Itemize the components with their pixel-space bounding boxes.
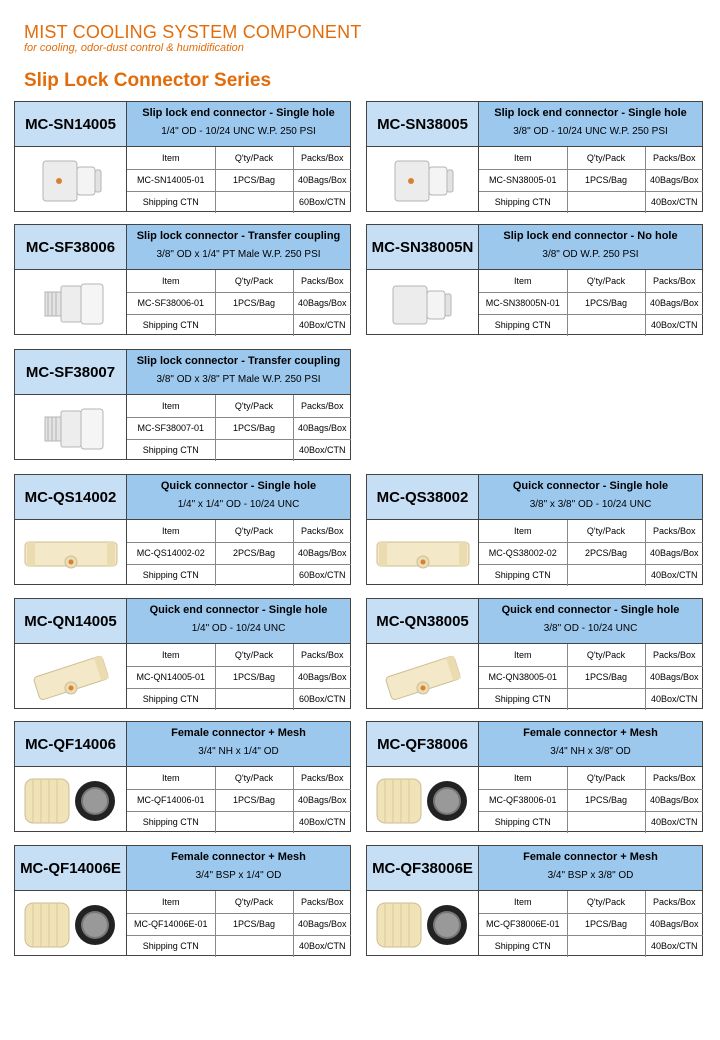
box-per-ctn: 40Box/CTN xyxy=(645,191,703,213)
product-spec: 3/4" BSP x 1/4" OD xyxy=(195,870,282,881)
col-item-header: Item xyxy=(127,767,215,789)
packs-per-box: 40Bags/Box xyxy=(293,417,351,439)
col-packs-header: Packs/Box xyxy=(645,270,703,292)
product-header xyxy=(127,722,350,767)
product-card xyxy=(366,101,703,212)
qty-per-pack: 1PCS/Bag xyxy=(567,913,645,935)
box-per-ctn: 60Box/CTN xyxy=(293,564,351,586)
shipping-label: Shipping CTN xyxy=(127,191,215,213)
table-row xyxy=(479,811,703,833)
product-spec: 3/8" x 3/8" OD - 10/24 UNC xyxy=(529,499,652,510)
item-code: MC-QS14002-02 xyxy=(127,542,215,564)
product-title: Female connector + Mesh xyxy=(171,851,306,863)
product-header xyxy=(127,225,350,270)
shipping-label: Shipping CTN xyxy=(479,314,567,336)
product-spec: 3/4" BSP x 3/8" OD xyxy=(547,870,634,881)
table-row xyxy=(479,520,703,542)
col-packs-header: Packs/Box xyxy=(293,767,351,789)
shipping-label: Shipping CTN xyxy=(479,688,567,710)
table-row xyxy=(479,767,703,789)
table-row xyxy=(127,935,351,957)
col-qty-header: Q'ty/Pack xyxy=(567,147,645,169)
item-code: MC-SN14005-01 xyxy=(127,169,215,191)
page-subtitle: for cooling, odor-dust control & humidification xyxy=(24,42,244,54)
col-qty-header: Q'ty/Pack xyxy=(567,767,645,789)
product-header xyxy=(127,350,350,395)
product-code: MC-SN14005 xyxy=(15,102,127,147)
transfer-coupling-icon xyxy=(15,270,127,335)
empty-cell xyxy=(215,935,293,957)
product-table xyxy=(479,147,703,213)
product-code: MC-SF38007 xyxy=(15,350,127,395)
empty-cell xyxy=(567,191,645,213)
product-code: MC-QF14006E xyxy=(15,846,127,891)
item-code: MC-SN38005-01 xyxy=(479,169,567,191)
empty-cell xyxy=(567,314,645,336)
shipping-label: Shipping CTN xyxy=(479,191,567,213)
qty-per-pack: 1PCS/Bag xyxy=(567,292,645,314)
box-per-ctn: 40Box/CTN xyxy=(645,688,703,710)
product-code: MC-SN38005N xyxy=(367,225,479,270)
shipping-label: Shipping CTN xyxy=(479,811,567,833)
col-qty-header: Q'ty/Pack xyxy=(567,644,645,666)
product-table xyxy=(127,395,351,461)
item-code: MC-SN38005N-01 xyxy=(479,292,567,314)
table-row xyxy=(479,191,703,213)
product-table xyxy=(127,270,351,336)
col-item-header: Item xyxy=(479,147,567,169)
table-row xyxy=(479,292,703,314)
table-row xyxy=(127,542,351,564)
col-item-header: Item xyxy=(479,520,567,542)
product-header xyxy=(127,475,350,520)
box-per-ctn: 40Box/CTN xyxy=(293,314,351,336)
qty-per-pack: 1PCS/Bag xyxy=(215,292,293,314)
packs-per-box: 40Bags/Box xyxy=(645,789,703,811)
empty-cell xyxy=(215,564,293,586)
col-qty-header: Q'ty/Pack xyxy=(567,891,645,913)
product-header xyxy=(479,722,702,767)
product-card xyxy=(366,721,703,832)
box-per-ctn: 40Box/CTN xyxy=(645,564,703,586)
quick-end-connector-icon xyxy=(367,644,479,709)
packs-per-box: 40Bags/Box xyxy=(293,292,351,314)
end-connector-nohole-icon xyxy=(367,270,479,335)
product-title: Slip lock end connector - No hole xyxy=(503,230,678,242)
col-item-header: Item xyxy=(127,520,215,542)
box-per-ctn: 60Box/CTN xyxy=(293,688,351,710)
qty-per-pack: 1PCS/Bag xyxy=(567,789,645,811)
product-spec: 1/4" x 1/4" OD - 10/24 UNC xyxy=(177,499,300,510)
packs-per-box: 40Bags/Box xyxy=(645,292,703,314)
table-row xyxy=(479,891,703,913)
empty-cell xyxy=(567,564,645,586)
table-row xyxy=(479,542,703,564)
product-table xyxy=(479,644,703,710)
table-row xyxy=(127,811,351,833)
box-per-ctn: 40Box/CTN xyxy=(645,314,703,336)
col-item-header: Item xyxy=(127,395,215,417)
empty-cell xyxy=(567,935,645,957)
product-table xyxy=(127,520,351,586)
col-item-header: Item xyxy=(127,270,215,292)
female-connector-mesh-icon xyxy=(367,891,479,956)
col-packs-header: Packs/Box xyxy=(293,395,351,417)
product-table xyxy=(479,767,703,833)
product-title: Slip lock connector - Transfer coupling xyxy=(136,230,341,242)
col-packs-header: Packs/Box xyxy=(645,147,703,169)
table-row xyxy=(479,935,703,957)
qty-per-pack: 1PCS/Bag xyxy=(567,666,645,688)
table-row xyxy=(127,270,351,292)
packs-per-box: 40Bags/Box xyxy=(645,542,703,564)
qty-per-pack: 2PCS/Bag xyxy=(215,542,293,564)
col-item-header: Item xyxy=(127,147,215,169)
table-row xyxy=(479,913,703,935)
product-spec: 3/8" OD - 10/24 UNC W.P. 250 PSI xyxy=(513,126,668,137)
table-row xyxy=(479,564,703,586)
shipping-label: Shipping CTN xyxy=(127,935,215,957)
quick-end-connector-icon xyxy=(15,644,127,709)
col-qty-header: Q'ty/Pack xyxy=(215,644,293,666)
table-row xyxy=(127,688,351,710)
product-spec: 3/8" OD - 10/24 UNC xyxy=(543,623,638,634)
table-row xyxy=(127,644,351,666)
product-code: MC-QN14005 xyxy=(15,599,127,644)
table-row xyxy=(479,169,703,191)
table-row xyxy=(479,688,703,710)
product-card xyxy=(366,598,703,709)
table-row xyxy=(127,913,351,935)
page-title: MIST COOLING SYSTEM COMPONENT xyxy=(24,22,362,42)
product-table xyxy=(127,644,351,710)
product-title: Quick connector - Single hole xyxy=(160,480,317,492)
product-title: Slip lock end connector - Single hole xyxy=(494,107,687,119)
product-card xyxy=(366,474,703,585)
transfer-coupling-icon xyxy=(15,395,127,460)
product-table xyxy=(479,891,703,957)
qty-per-pack: 2PCS/Bag xyxy=(567,542,645,564)
col-packs-header: Packs/Box xyxy=(293,644,351,666)
product-card xyxy=(14,224,351,335)
table-row xyxy=(127,395,351,417)
item-code: MC-QF14006-01 xyxy=(127,789,215,811)
box-per-ctn: 40Box/CTN xyxy=(293,811,351,833)
col-packs-header: Packs/Box xyxy=(645,644,703,666)
series-heading: Slip Lock Connector Series xyxy=(24,70,272,91)
product-spec: 1/4" OD - 10/24 UNC W.P. 250 PSI xyxy=(161,126,316,137)
product-header xyxy=(479,475,702,520)
box-per-ctn: 60Box/CTN xyxy=(293,191,351,213)
product-code: MC-QS38002 xyxy=(367,475,479,520)
qty-per-pack: 1PCS/Bag xyxy=(215,789,293,811)
item-code: MC-QF38006E-01 xyxy=(479,913,567,935)
product-code: MC-SN38005 xyxy=(367,102,479,147)
end-connector-hole-icon xyxy=(367,147,479,212)
col-qty-header: Q'ty/Pack xyxy=(567,520,645,542)
box-per-ctn: 40Box/CTN xyxy=(645,935,703,957)
product-title: Quick connector - Single hole xyxy=(512,480,669,492)
table-row xyxy=(479,314,703,336)
product-table xyxy=(127,147,351,213)
empty-cell xyxy=(215,191,293,213)
product-header xyxy=(479,225,702,270)
product-table xyxy=(127,767,351,833)
product-title: Slip lock connector - Transfer coupling xyxy=(136,355,341,367)
col-packs-header: Packs/Box xyxy=(293,891,351,913)
shipping-label: Shipping CTN xyxy=(127,688,215,710)
shipping-label: Shipping CTN xyxy=(127,314,215,336)
shipping-label: Shipping CTN xyxy=(127,439,215,461)
product-title: Female connector + Mesh xyxy=(523,727,658,739)
table-row xyxy=(127,292,351,314)
product-code: MC-QN38005 xyxy=(367,599,479,644)
product-card xyxy=(366,224,703,335)
table-row xyxy=(127,439,351,461)
product-header xyxy=(479,102,702,147)
product-title: Quick end connector - Single hole xyxy=(149,604,328,616)
qty-per-pack: 1PCS/Bag xyxy=(215,169,293,191)
table-row xyxy=(479,666,703,688)
packs-per-box: 40Bags/Box xyxy=(293,666,351,688)
col-qty-header: Q'ty/Pack xyxy=(215,520,293,542)
product-table xyxy=(479,520,703,586)
product-spec: 3/8" OD W.P. 250 PSI xyxy=(542,249,639,260)
product-card xyxy=(14,845,351,956)
product-card xyxy=(14,474,351,585)
packs-per-box: 40Bags/Box xyxy=(293,542,351,564)
table-row xyxy=(127,666,351,688)
col-item-header: Item xyxy=(479,644,567,666)
item-code: MC-QF14006E-01 xyxy=(127,913,215,935)
empty-cell xyxy=(215,811,293,833)
table-row xyxy=(127,520,351,542)
product-title: Quick end connector - Single hole xyxy=(501,604,680,616)
col-packs-header: Packs/Box xyxy=(293,520,351,542)
col-item-header: Item xyxy=(127,644,215,666)
shipping-label: Shipping CTN xyxy=(479,935,567,957)
qty-per-pack: 1PCS/Bag xyxy=(215,666,293,688)
col-item-header: Item xyxy=(479,891,567,913)
box-per-ctn: 40Box/CTN xyxy=(645,811,703,833)
col-packs-header: Packs/Box xyxy=(645,767,703,789)
quick-connector-icon xyxy=(367,520,479,585)
box-per-ctn: 40Box/CTN xyxy=(293,935,351,957)
product-spec: 3/4" NH x 3/8" OD xyxy=(550,746,631,757)
empty-cell xyxy=(215,314,293,336)
empty-cell xyxy=(215,439,293,461)
table-row xyxy=(127,891,351,913)
product-code: MC-QF38006E xyxy=(367,846,479,891)
empty-cell xyxy=(215,688,293,710)
item-code: MC-SF38006-01 xyxy=(127,292,215,314)
col-qty-header: Q'ty/Pack xyxy=(215,891,293,913)
packs-per-box: 40Bags/Box xyxy=(645,169,703,191)
item-code: MC-SF38007-01 xyxy=(127,417,215,439)
box-per-ctn: 40Box/CTN xyxy=(293,439,351,461)
table-row xyxy=(127,314,351,336)
product-code: MC-QF38006 xyxy=(367,722,479,767)
packs-per-box: 40Bags/Box xyxy=(293,169,351,191)
product-spec: 3/4" NH x 1/4" OD xyxy=(198,746,279,757)
col-item-header: Item xyxy=(479,270,567,292)
col-packs-header: Packs/Box xyxy=(645,891,703,913)
item-code: MC-QS38002-02 xyxy=(479,542,567,564)
table-row xyxy=(127,169,351,191)
product-card xyxy=(366,845,703,956)
product-card xyxy=(14,349,351,460)
qty-per-pack: 1PCS/Bag xyxy=(215,417,293,439)
female-connector-mesh-icon xyxy=(15,891,127,956)
product-title: Slip lock end connector - Single hole xyxy=(142,107,335,119)
table-row xyxy=(127,191,351,213)
packs-per-box: 40Bags/Box xyxy=(293,913,351,935)
product-header xyxy=(479,599,702,644)
col-item-header: Item xyxy=(127,891,215,913)
table-row xyxy=(127,789,351,811)
col-qty-header: Q'ty/Pack xyxy=(567,270,645,292)
product-table xyxy=(127,891,351,957)
product-code: MC-QS14002 xyxy=(15,475,127,520)
col-item-header: Item xyxy=(479,767,567,789)
table-row xyxy=(479,147,703,169)
product-header xyxy=(127,102,350,147)
product-card xyxy=(14,598,351,709)
product-spec: 3/8" OD x 1/4" PT Male W.P. 250 PSI xyxy=(156,249,321,260)
col-packs-header: Packs/Box xyxy=(293,270,351,292)
table-row xyxy=(127,147,351,169)
item-code: MC-QN38005-01 xyxy=(479,666,567,688)
product-code: MC-SF38006 xyxy=(15,225,127,270)
female-connector-mesh-icon xyxy=(367,767,479,832)
qty-per-pack: 1PCS/Bag xyxy=(215,913,293,935)
product-card xyxy=(14,101,351,212)
col-qty-header: Q'ty/Pack xyxy=(215,767,293,789)
end-connector-hole-icon xyxy=(15,147,127,212)
shipping-label: Shipping CTN xyxy=(127,564,215,586)
col-qty-header: Q'ty/Pack xyxy=(215,395,293,417)
qty-per-pack: 1PCS/Bag xyxy=(567,169,645,191)
product-title: Female connector + Mesh xyxy=(523,851,658,863)
item-code: MC-QN14005-01 xyxy=(127,666,215,688)
table-row xyxy=(479,789,703,811)
table-row xyxy=(127,564,351,586)
packs-per-box: 40Bags/Box xyxy=(645,913,703,935)
col-qty-header: Q'ty/Pack xyxy=(215,147,293,169)
product-header xyxy=(127,599,350,644)
shipping-label: Shipping CTN xyxy=(479,564,567,586)
table-row xyxy=(479,644,703,666)
quick-connector-icon xyxy=(15,520,127,585)
product-card xyxy=(14,721,351,832)
col-qty-header: Q'ty/Pack xyxy=(215,270,293,292)
product-header xyxy=(479,846,702,891)
product-spec: 1/4" OD - 10/24 UNC xyxy=(191,623,286,634)
shipping-label: Shipping CTN xyxy=(127,811,215,833)
product-spec: 3/8" OD x 3/8" PT Male W.P. 250 PSI xyxy=(156,374,321,385)
table-row xyxy=(127,417,351,439)
packs-per-box: 40Bags/Box xyxy=(645,666,703,688)
col-packs-header: Packs/Box xyxy=(293,147,351,169)
table-row xyxy=(479,270,703,292)
item-code: MC-QF38006-01 xyxy=(479,789,567,811)
product-code: MC-QF14006 xyxy=(15,722,127,767)
product-title: Female connector + Mesh xyxy=(171,727,306,739)
product-header xyxy=(127,846,350,891)
empty-cell xyxy=(567,811,645,833)
table-row xyxy=(127,767,351,789)
empty-cell xyxy=(567,688,645,710)
product-table xyxy=(479,270,703,336)
packs-per-box: 40Bags/Box xyxy=(293,789,351,811)
col-packs-header: Packs/Box xyxy=(645,520,703,542)
female-connector-mesh-icon xyxy=(15,767,127,832)
